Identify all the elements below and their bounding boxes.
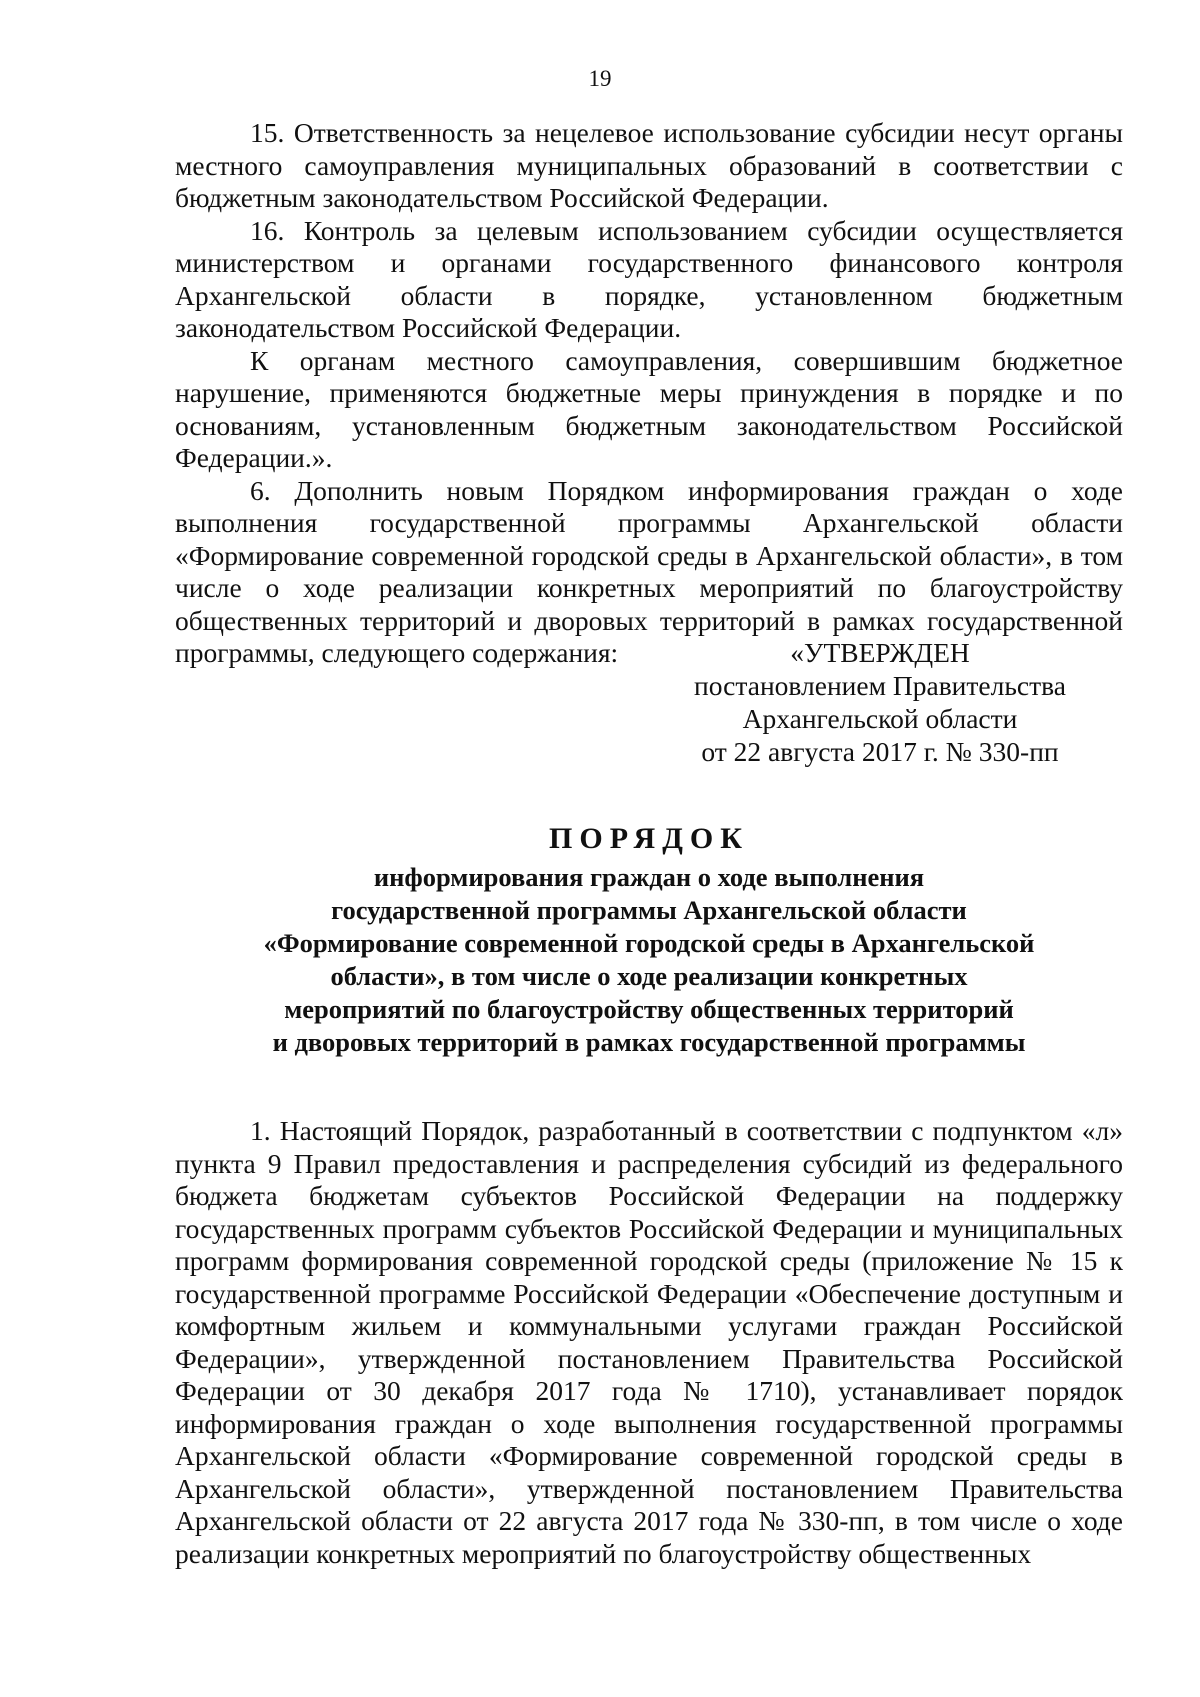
approval-stamp [660,636,1100,768]
page-number: 19 [588,66,612,91]
title-line: области», в том числе о ходе реализации конкретных [330,961,968,991]
paragraph-16: 16. Контроль за целевым использованием субсидии осуществляется министерством и органами государственного финансового контроля Архангельской области в порядке, установленном бюджетным законодательством Российской Федерации. [175,214,1123,343]
approval-line-region: Архангельской области [742,703,1018,734]
paragraph-15: 15. Ответственность за нецелевое использование субсидии несут органы местного самоуправления муниципальных образований в соответствии с бюджетным законодательством Российской Федерации. [175,117,1123,213]
paragraph-1: 1. Настоящий Порядок, разработанный в соответствии с подпунктом «л» пункта 9 Правил предоставления и распределения субсидий из федерального бюджета бюджетам субъектов Российской Федерации на поддержку государственных программ субъектов Российской Федерации и муниципальных программ формирования современной городской среды (приложение № 15 к государственной программе Российской Федерации «Обеспечение доступным и комфортным жильем и коммунальными услугами граждан Российской Федерации», утвержденной постановлением Правительства Российской Федерации от 30 декабря 2017 года № 1710), устанавливает порядок информирования граждан о ходе выполнения государственной программы Архангельской области «Формирование современной городской среды в Архангельской области», утвержденной постановлением Правительства Архангельской области от 22 августа 2017 года № 330-пп, в том числе о ходе реализации конкретных мероприятий по благоустройству общественных [175,1115,1123,1569]
document-title [175,822,1123,1059]
title-line: «Формирование современной городской среды в Архангельской [263,928,1035,958]
top-text-block [175,117,1123,670]
approval-line-resolution: постановлением Правительства [694,670,1066,701]
approval-line-date: от 22 августа 2017 г. № 330-пп [701,736,1059,767]
title-line: государственной программы Архангельской области [331,895,967,925]
title-line: мероприятий по благоустройству общественных территорий [284,994,1014,1024]
paragraph-16-continued: К органам местного самоуправления, совершившим бюджетное нарушение, применяются бюджетные меры принуждения в порядке и по основаниям, установленным бюджетным законодательством Российской Федерации.». [175,344,1123,473]
title-line: информирования граждан о ходе выполнения [373,862,925,892]
bottom-text-block [175,1115,1123,1570]
title-line: и дворовых территорий в рамках государственной программы [272,1027,1026,1057]
approval-line-approved: «УТВЕРЖДЕН [790,637,970,668]
paragraph-6: 6. Дополнить новым Порядком информирования граждан о ходе выполнения государственной программы Архангельской области «Формирование современной городской среды в Архангельской области», в том числе о ходе реализации конкретных мероприятий по благоустройству общественных территорий и дворовых территорий в рамках государственной программы, следующего содержания: [175,474,1123,668]
title-main: ПОРЯДОК [549,822,749,855]
title-subtitle [175,861,1123,1059]
